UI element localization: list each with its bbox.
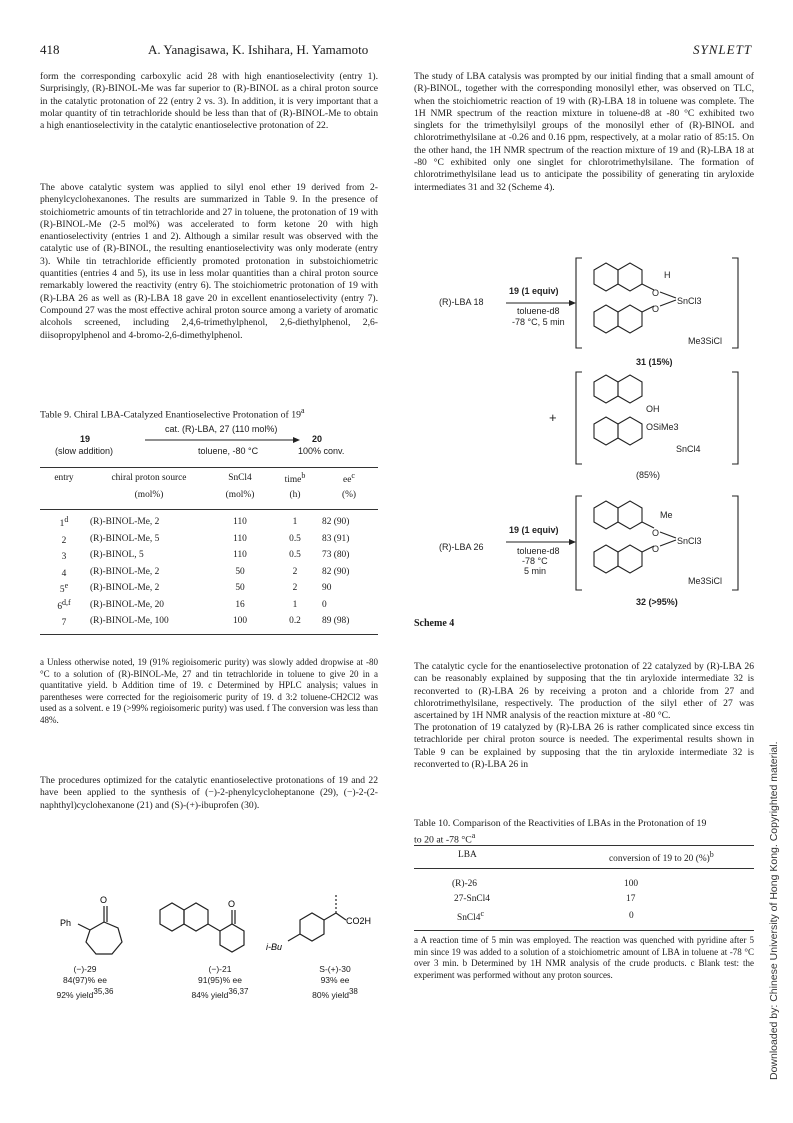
table-row: 4 (R)-BINOL-Me, 2 50 2 82 (90) bbox=[61, 566, 350, 579]
svg-text:O: O bbox=[228, 899, 236, 909]
svg-text:-78 °C: -78 °C bbox=[522, 556, 548, 566]
download-watermark: Downloaded by: Chinese University of Hong Kong. Copyrighted material. bbox=[768, 741, 780, 1080]
table-row: 1$^d$ (R)-BINOL-Me, 2 110 1 82 (90) bbox=[59, 515, 350, 530]
benzene-ring bbox=[300, 913, 324, 941]
scheme4-graphic bbox=[414, 250, 754, 630]
scheme4-r1-reagent: 19 (1 equiv) bbox=[509, 286, 559, 296]
svg-text:5 min: 5 min bbox=[524, 566, 547, 576]
table10-caption: Table 10. Comparison of the Reactivities of LBAs in the Protonation of 19 to 20 at -78 $^\circ C^a$ bbox=[414, 818, 707, 846]
scheme4-r2-start: (R)-LBA 26 bbox=[439, 542, 484, 552]
svg-text:O: O bbox=[652, 288, 660, 298]
table9-reactant-note: (slow addition) bbox=[55, 446, 114, 456]
table10-header-conv: conversion of 19 to 20 (%)$^b$ bbox=[609, 850, 714, 865]
svg-text:SnCl3: SnCl3 bbox=[677, 296, 702, 306]
cycloheptanone-ring bbox=[86, 922, 122, 954]
svg-text:O: O bbox=[652, 544, 660, 554]
svg-text:toluene-d8: toluene-d8 bbox=[517, 546, 560, 556]
compound30-substituent: i-Bu bbox=[266, 942, 283, 952]
scheme4-r2-reagent: 19 (1 equiv) bbox=[509, 525, 559, 535]
table-row: SnCl4$^c$ bbox=[457, 909, 485, 924]
naphthalene-ring-b bbox=[184, 903, 208, 931]
svg-text:OSiMe3: OSiMe3 bbox=[646, 422, 679, 432]
table9-header-row bbox=[40, 470, 378, 487]
table9-header-time: time$^b$ bbox=[284, 471, 306, 486]
svg-text:SnCl4: SnCl4 bbox=[676, 444, 701, 454]
table9-header-entry: entry bbox=[54, 473, 74, 484]
table-row: 2 (R)-BINOL-Me, 5 110 0.5 83 (91) bbox=[61, 533, 350, 546]
table-row: 7 (R)-BINOL-Me, 100 100 0.2 89 (98) bbox=[61, 616, 350, 629]
naphthalene-ring-a bbox=[160, 903, 184, 931]
compound30-group: CO2H bbox=[346, 916, 372, 926]
scheme4-label: Scheme 4 bbox=[414, 618, 455, 629]
table9-header-sncl4: SnCl4 bbox=[228, 473, 252, 484]
left-paragraph-1: form the corresponding carboxylic acid 28 with high enantioselectivity (entry 1). Surprisingly, (R)-BINOL-Me was far superior to (R)-BINOL as a chiral proton source in the catalytic protonation of 22 (entry 2 vs. 3). In addition, it is very important that a molar quantity of tin tetrachloride should be less than that of (R)-BINOL-Me to obtain a high enantioselectivity in the catalytic enantioselective protonation of 22. bbox=[40, 71, 378, 132]
table-row: 5e (R)-BINOL-Me, 2 50 2 90 bbox=[59, 581, 332, 596]
compound-30-info: S-(+)-30 93% ee 80% yield$^{38}$ bbox=[312, 964, 358, 1000]
page-number: 418 bbox=[40, 42, 60, 57]
scheme4-r1-start: (R)-LBA 18 bbox=[439, 297, 484, 307]
svg-text:Me3SiCl: Me3SiCl bbox=[688, 576, 723, 586]
svg-text:SnCl3: SnCl3 bbox=[677, 536, 702, 546]
compound-structures bbox=[60, 880, 390, 960]
left-paragraph-2: The above catalytic system was applied to silyl enol ether 19 derived from 2-phenylcyclohexanones. The results are summarized in Table 9. In the presence of stoichiometric amounts of tin tetrachloride and 27 in toluene, the protonation of 19 with (R)-BINOL-Me (2-5 mol%) was accelerated to form ketone 20 with high enantioselectivity (entries 1 and 2). Although a similar result was observed with the catalytic use of (R)-BINOL, the resulting enantioselectivity was only moderate (entry 3). While tin tetrachloride efficiently promoted protonation in substoichiometric quantities (entries 4 and 5), its use in less molar quantities than a chiral proton source remarkably lowered the reactivity (entry 6). The stoichiometric protonation of 19 with (R)-LBA 26 as well as (R)-LBA 18 gave 20 in excellent enantioselectivity (entry 7). Compound 27 was the most effective achiral proton source among a variety of aromatic alcohols screened, including 2,4,6-trimethylphenol, 2,6-diethylphenol, 2,6-diisopropylphenol and 4-bromo-2,6-dimethylphenol. bbox=[40, 182, 378, 341]
compound-29-info: (−)-29 84(97)% ee 92% yield$^{35,36}$ bbox=[56, 964, 114, 1000]
table9-header-ee: $ee^c$ bbox=[343, 471, 355, 486]
table9-units-row bbox=[40, 487, 378, 504]
right-paragraph-3: The protonation of 19 catalyzed by (R)-LBA 26 is rather complicated since excess tin tetrachloride per chiral proton source is needed. The experimental results shown in Table 9 can be explained by supposing that the tin aryloxide intermediate 32 is reconverted to (R)-LBA 26 in bbox=[414, 722, 754, 770]
scheme4-r1-cond1: toluene-d8 bbox=[517, 306, 560, 316]
table9-reagent-bottom: toluene, -80 °C bbox=[198, 446, 259, 456]
table9-unit-source: (mol%) bbox=[134, 489, 164, 500]
table9-unit-time: (h) bbox=[289, 489, 301, 500]
svg-text:Me3SiCl: Me3SiCl bbox=[688, 336, 723, 346]
table10-header-lba: LBA bbox=[458, 850, 477, 860]
compound-21-info: (−)-21 91(95)% ee 84% yield$^{36,37}$ bbox=[191, 964, 249, 1000]
table-row: (R)-26 bbox=[452, 879, 477, 889]
journal-name: SYNLETT bbox=[693, 42, 753, 57]
table-row: 3 (R)-BINOL, 5 110 0.5 73 (80) bbox=[61, 550, 350, 563]
table9-scheme bbox=[40, 422, 380, 464]
table-row: 6$^{d,f}$ (R)-BINOL-Me, 20 16 1 0 bbox=[57, 597, 327, 612]
right-paragraph-1: The study of LBA catalysis was prompted by our initial finding that a small amount of (R)-BINOL, together with the corresponding monosilyl ether, was observed on TLC, when the stoichiometric reaction of 19 with (R)-LBA 18 in toluene was complete. The 1H NMR spectrum of the reaction mixture in toluene-d8 at -80 °C exhibited two singlets for the trimethylsilyl groups of the monosilyl ether of (R)-BINOL and chlorotrimethylsilane at -0.26 and 0.16 ppm, respectively, at a molar ratio of 85:15. On the other hand, the 1H NMR spectrum of the reaction mixture of 19 and (R)-LBA 18 at -80 °C exhibited only one singlet for chlorotrimethylsilane. The formation of chlorotrimethylsilane lead us to anticipate the possibility of generating tin aryloxide intermediates 31 and 32 (Scheme 4). bbox=[414, 71, 754, 193]
table9-footnotes: a Unless otherwise noted, 19 (91% regioisomeric purity) was slowly added dropwise at -80 °C to a solution of (R)-BINOL-Me, 27 and tin tetrachloride in toluene to give 20 in a quantitative yield. b Addition time of 19. c Determined by HPLC analysis; values in parentheses were corrected for the regioisomeric purity of 19. d 3:2 toluene-CH2Cl2 was used as a solvent. e 19 (>99% regioisomeric purity) was used. f The conversion was less than 48%. bbox=[40, 657, 378, 725]
table-row: 27-SnCl4 bbox=[454, 894, 490, 904]
right-paragraph-2: The catalytic cycle for the enantioselective protonation of 22 catalyzed by (R)-LBA 26 can be reasonably explained by supposing that the tin aryloxide intermediate 32 is reconverted to (R)-LBA 26 by receiving a proton and a chloride from 27 and chlorotrimethylsilane, respectively. The production of the silyl ether of 27 was ascertained by 1H NMR analysis of the reaction mixture at -80 °C. bbox=[414, 661, 754, 722]
compound29-substituent: Ph bbox=[60, 918, 72, 928]
scheme4-r1-cond2: -78 °C, 5 min bbox=[512, 317, 565, 327]
svg-text:O: O bbox=[100, 895, 108, 905]
svg-text:OH: OH bbox=[646, 404, 660, 414]
table9-caption: Table 9. Chiral LBA-Catalyzed Enantioselective Protonation of 19$^a$ bbox=[40, 406, 305, 421]
left-paragraph-3: The procedures optimized for the catalytic enantioselective protonations of 19 and 22 have been applied to the synthesis of (−)-2-phenylcycloheptanone (29), (−)-2-(2-naphthyl)cyclohexanone (21) and (S)-(+)-ibuprofen (30). bbox=[40, 775, 378, 811]
table9-unit-sncl4: (mol%) bbox=[225, 489, 255, 500]
svg-text:(85%): (85%) bbox=[636, 470, 661, 480]
cyclohexanone-ring bbox=[220, 924, 244, 952]
table10-footnotes: a A reaction time of 5 min was employed. The reaction was quenched with pyridine after 5 min since 19 was added to a solution of a stoichiometric amount of LBA in toluene at -78 °C over 3 min. b Determined by 1H NMR analysis of the crude products. c Blank test: the experiment was performed without any proton sources. bbox=[414, 935, 754, 980]
table9-reactant: 19 bbox=[80, 434, 91, 444]
svg-text:Me: Me bbox=[660, 510, 673, 520]
table9-arrow bbox=[145, 436, 300, 444]
table9-product: 20 bbox=[312, 434, 323, 444]
svg-text:O: O bbox=[652, 528, 660, 538]
svg-text:31 (15%): 31 (15%) bbox=[636, 357, 673, 367]
svg-text:32 (>95%): 32 (>95%) bbox=[636, 597, 678, 607]
table9-unit-ee: (%) bbox=[341, 489, 357, 500]
svg-text:+: + bbox=[549, 410, 557, 425]
svg-text:H: H bbox=[664, 270, 671, 280]
running-authors: A. Yanagisawa, K. Ishihara, H. Yamamoto bbox=[148, 42, 369, 57]
table9 bbox=[40, 470, 378, 635]
table9-header-source: chiral proton source bbox=[111, 473, 187, 484]
table9-reagent-top: cat. (R)-LBA, 27 (110 mol%) bbox=[165, 424, 278, 434]
svg-text:O: O bbox=[652, 304, 660, 314]
table9-product-note: 100% conv. bbox=[298, 446, 345, 456]
